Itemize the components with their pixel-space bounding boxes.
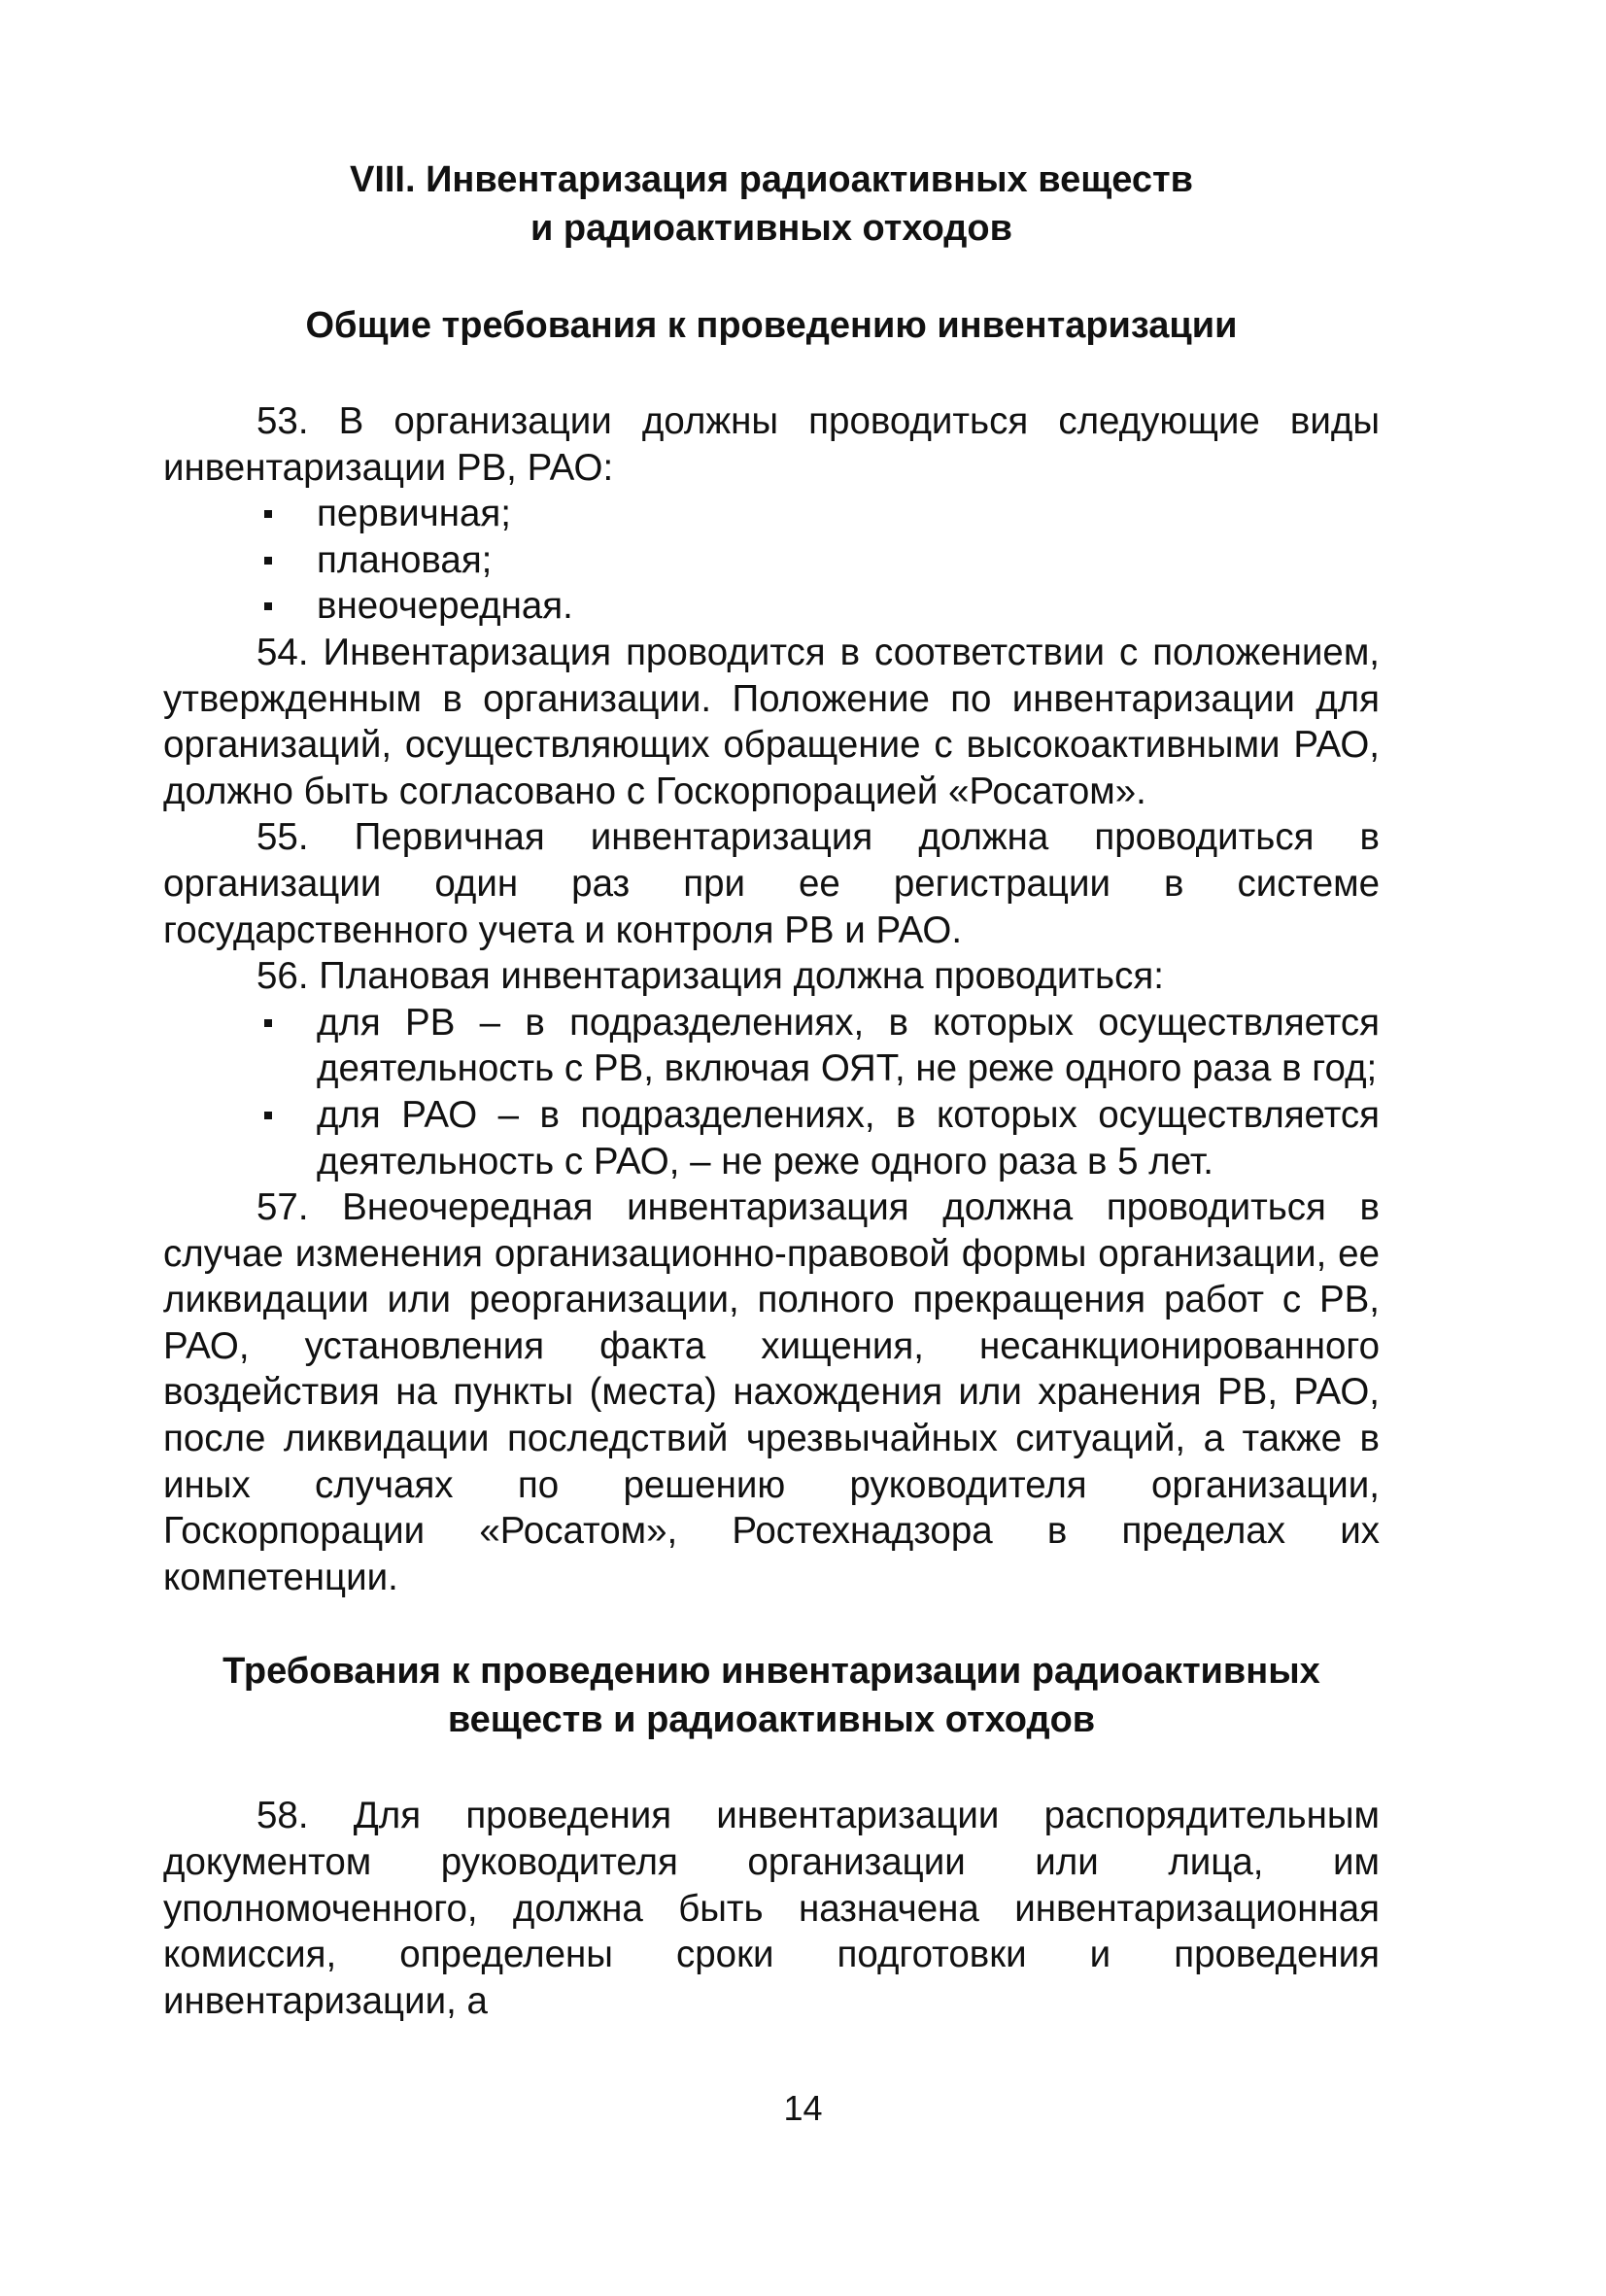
list-item <box>163 583 1380 630</box>
list-item-text: первичная; <box>317 493 511 535</box>
body-text <box>163 398 1380 1600</box>
chapter-title-line-2: и радиоактивных отходов <box>530 208 1012 249</box>
bullet-icon <box>264 1112 272 1119</box>
list-item <box>163 491 1380 537</box>
chapter-title <box>163 155 1380 253</box>
section-title-requirements <box>163 1647 1380 1744</box>
list-item-text: внеочередная. <box>317 585 573 628</box>
list-item-text: плановая; <box>317 538 493 581</box>
list-53 <box>163 491 1380 630</box>
list-item <box>163 1000 1380 1092</box>
list-item-text: для РАО – в подразделениях, в которых осуществляется деятельность с РАО, – не реже одного раза в 5 лет. <box>317 1093 1380 1182</box>
document-page <box>163 146 1380 2024</box>
section-title-line-2: веществ и радиоактивных отходов <box>447 1699 1096 1741</box>
chapter-title-line-1: VIII. Инвентаризация радиоактивных веществ <box>349 159 1194 200</box>
paragraph-53: 53. В организации должны проводиться следующие виды инвентаризации РВ, РАО: <box>163 400 1380 489</box>
bullet-icon <box>264 510 272 518</box>
page-number: 14 <box>783 2088 823 2128</box>
body-text-2 <box>163 1793 1380 2024</box>
list-item <box>163 537 1380 584</box>
paragraph-54: 54. Инвентаризация проводится в соответствии с положением, утвержденным в организации. Положение по инвентаризации для организаций, осуществляющих обращение с высокоактивными РАО, должно быть согласовано с Госкорпорацией «Росатом». <box>163 631 1380 812</box>
paragraph-55: 55. Первичная инвентаризация должна проводиться в организации один раз при ее регистрации в системе государственного учета и контроля РВ и РАО. <box>163 816 1380 951</box>
paragraph-57: 57. Внеочередная инвентаризация должна проводиться в случае изменения организационно-правовой формы организации, ее ликвидации или реорганизации, полного прекращения работ с РВ, РАО, установления факта хищения, несанкционированного воздействия на пункты (места) нахождения или хранения РВ, РАО, после ликвидации последствий чрезвычайных ситуаций, а также в иных случаях по решению руководителя организации, Госкорпорации «Росатом», Ростехнадзора в пределах их компетенции. <box>163 1186 1380 1598</box>
section-title-line-1: Требования к проведению инвентаризации радиоактивных <box>222 1651 1320 1693</box>
paragraph-56: 56. Плановая инвентаризация должна проводиться: <box>256 955 1164 998</box>
bullet-icon <box>264 557 272 565</box>
paragraph-58: 58. Для проведения инвентаризации распорядительным документом руководителя организации или лица, им уполномоченного, должна быть назначена инвентаризационная комиссия, определены сроки подготовки и проведения инвентаризации, а <box>163 1795 1380 2022</box>
bullet-icon <box>264 602 272 610</box>
bullet-icon <box>264 1019 272 1027</box>
section-title-general: Общие требования к проведению инвентаризации <box>305 305 1238 346</box>
list-56 <box>163 1000 1380 1184</box>
list-item-text: для РВ – в подразделениях, в которых осуществляется деятельность с РВ, включая ОЯТ, не реже одного раза в год; <box>317 1001 1380 1090</box>
list-item <box>163 1092 1380 1184</box>
